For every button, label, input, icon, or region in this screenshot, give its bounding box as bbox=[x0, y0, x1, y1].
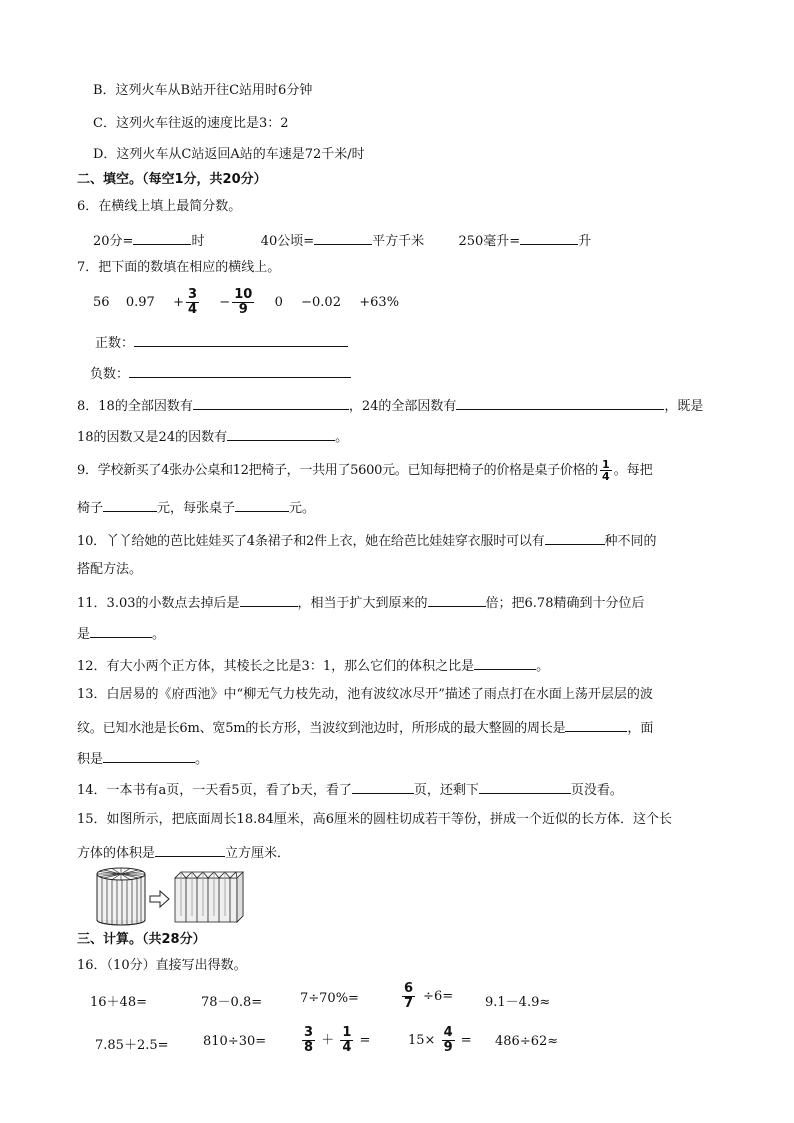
q14-text-b: 页，还剩下 bbox=[413, 783, 479, 798]
q16-r2-c5: 486÷62≈ bbox=[495, 1034, 559, 1049]
q15-line-1: 15．如图所示，把底面周长18.84厘米，高6厘米的圆柱切成若干等份，拼成一个近似的长方体．这个长 bbox=[77, 812, 673, 827]
q14-text-a: 14．一本书有a页，一天看5页，看了b天，看了 bbox=[77, 783, 352, 798]
q15-blank[interactable] bbox=[155, 842, 225, 857]
q11-text-a: 11．3.03的小数点去掉后是 bbox=[77, 596, 240, 611]
q16-r2-fraction-1: $\frac{3}{8}$ bbox=[304, 1025, 314, 1055]
q6-blank-a[interactable] bbox=[133, 230, 191, 245]
q10-line-2: 搭配方法。 bbox=[77, 562, 143, 577]
q15-text-a: 方体的体积是 bbox=[77, 846, 156, 861]
q14-line bbox=[77, 779, 623, 800]
q13-text-a: 纹。已知水池是长6m、宽5m的长方形，当波纹到池边时，所形成的最大整圆的周长是 bbox=[77, 721, 566, 736]
q14-text-c: 页没看。 bbox=[570, 783, 623, 798]
q6-a-pre: 20分= bbox=[93, 234, 134, 249]
q16-r2-c4 bbox=[408, 1026, 472, 1055]
q13-blank-1[interactable] bbox=[565, 717, 627, 732]
q9-fraction: $\frac{1}{4}$ bbox=[601, 458, 610, 483]
q15-text-b: 立方厘米． bbox=[225, 846, 291, 861]
q7-numbers bbox=[93, 287, 399, 319]
q6-blanks bbox=[93, 230, 591, 251]
q13-blank-2[interactable] bbox=[103, 748, 195, 763]
q11-blank-2[interactable] bbox=[428, 592, 486, 607]
q16-r2-c1: 7.85＋2.5= bbox=[95, 1038, 169, 1053]
q7-n1: 56 bbox=[93, 295, 110, 310]
q16-r1-c4 bbox=[400, 982, 453, 1011]
q9-blank-2[interactable] bbox=[235, 497, 289, 512]
q9-text-d: 元，每张桌子 bbox=[157, 501, 236, 516]
q13-text-c: 积是 bbox=[77, 752, 104, 767]
q16-r2-c4-text: 15× bbox=[408, 1033, 436, 1048]
option-d: D．这列火车从C站返回A站的车速是72千米/时 bbox=[93, 147, 365, 162]
q9-line-1 bbox=[77, 458, 653, 484]
q13-line-3 bbox=[77, 748, 208, 769]
q8-text-a: 8．18的全部因数有 bbox=[77, 399, 193, 414]
q6-blank-c[interactable] bbox=[520, 230, 578, 245]
q7-n5: +63% bbox=[359, 295, 400, 310]
option-c: C．这列火车往返的速度比是3：2 bbox=[93, 116, 289, 131]
q8-text-c: ，既是 bbox=[664, 399, 704, 414]
option-b: B．这列火车从B站开往C站用时6分钟 bbox=[93, 83, 313, 98]
q6-c-post: 升 bbox=[578, 234, 592, 249]
q10-text-a: 10．丫丫给她的芭比娃娃买了4条裙子和2件上衣，她在给芭比娃娃穿衣服时可以有 bbox=[77, 534, 545, 549]
cuboid-icon bbox=[175, 872, 243, 922]
q7-pos-label: 正数： bbox=[95, 336, 135, 351]
q7-negative-blank[interactable] bbox=[129, 363, 351, 378]
cylinder-to-cuboid-figure bbox=[95, 866, 245, 926]
q9-text-c: 椅子 bbox=[77, 501, 104, 516]
q16-r2-fraction-2: $\frac{1}{4}$ bbox=[342, 1025, 352, 1055]
q11-text-b: ，相当于扩大到原来的 bbox=[297, 596, 428, 611]
cylinder-icon bbox=[97, 868, 145, 925]
q12-blank[interactable] bbox=[474, 655, 536, 670]
q16-r2-fraction-3: $\frac{4}{9}$ bbox=[443, 1025, 453, 1055]
q9-text-e: 元。 bbox=[289, 501, 316, 516]
q13-text-d: 。 bbox=[195, 752, 209, 767]
q8-blank-3[interactable] bbox=[227, 426, 335, 441]
q16-r1-c5: 9.1－4.9≈ bbox=[485, 995, 551, 1010]
q16-r1-c4-text: ÷6= bbox=[423, 989, 454, 1004]
q16-r1-c3: 7÷70%= bbox=[300, 991, 359, 1006]
arrow-right-icon bbox=[150, 891, 169, 907]
q7-n3: 0 bbox=[274, 295, 283, 310]
q16-r2-eq2: = bbox=[460, 1033, 472, 1048]
q7-neg-label: 负数： bbox=[90, 367, 130, 382]
q16-r1-c2: 78－0.8= bbox=[201, 995, 263, 1010]
section-2-title: 二、填空。（每空1分，共20分） bbox=[77, 172, 267, 187]
q7-f2-sign: − bbox=[219, 295, 231, 310]
q6-a-post: 时 bbox=[191, 234, 205, 249]
q16-r2-plus: ＋ bbox=[321, 1033, 335, 1048]
q16-r2-eq: = bbox=[359, 1033, 371, 1048]
q16-r2-c3 bbox=[300, 1026, 370, 1055]
q6-text: 6．在横线上填上最简分数。 bbox=[77, 199, 242, 214]
q8-text-b: ，24的全部因数有 bbox=[348, 399, 457, 414]
q11-text-e: 。 bbox=[152, 627, 166, 642]
q8-blank-1[interactable] bbox=[193, 395, 349, 410]
q11-text-d: 是 bbox=[77, 627, 91, 642]
q7-n4: −0.02 bbox=[301, 295, 341, 310]
q7-negative-row bbox=[90, 363, 351, 384]
q11-line-2 bbox=[77, 623, 165, 644]
q6-b-post: 平方千米 bbox=[372, 234, 425, 249]
q7-n2: 0.97 bbox=[125, 295, 155, 310]
q10-blank[interactable] bbox=[545, 530, 605, 545]
q16-r1-fraction: $\frac{6}{7}$ bbox=[404, 981, 414, 1011]
q9-line-2 bbox=[77, 497, 315, 518]
q14-blank-2[interactable] bbox=[479, 779, 571, 794]
q13-line-1: 13．白居易的《府西池》中“柳无气力枝先动，池有波纹冰尽开”描述了雨点打在水面上荡开层层的波 bbox=[77, 687, 653, 702]
q11-blank-1[interactable] bbox=[240, 592, 298, 607]
q6-c-pre: 250毫升= bbox=[458, 234, 521, 249]
q10-line-1 bbox=[77, 530, 657, 551]
q10-text-b: 种不同的 bbox=[604, 534, 657, 549]
q9-text-a: 9．学校新买了4张办公桌和12把椅子，一共用了5600元。已知每把椅子的价格是桌子价格的 bbox=[77, 463, 598, 478]
q6-b-pre: 40公顷= bbox=[260, 234, 315, 249]
q8-text-e: 。 bbox=[335, 430, 349, 445]
q12-text-a: 12．有大小两个正方体，其棱长之比是3：1，那么它们的体积之比是 bbox=[77, 659, 475, 674]
q7-f1-sign: + bbox=[173, 295, 184, 310]
q7-fraction-2: $\frac{10}{9}$ bbox=[234, 287, 253, 317]
q16-text: 16．（10分）直接写出得数。 bbox=[77, 958, 247, 973]
q6-blank-b[interactable] bbox=[314, 230, 372, 245]
q16-r2-c2: 810÷30= bbox=[203, 1034, 267, 1049]
q8-line-1 bbox=[77, 395, 703, 416]
q7-positive-row bbox=[95, 332, 348, 353]
q11-text-c: 倍；把6.78精确到十分位后 bbox=[485, 596, 645, 611]
q12-text-b: 。 bbox=[536, 659, 550, 674]
q7-fraction-1: $\frac{3}{4}$ bbox=[187, 287, 198, 317]
q9-blank-1[interactable] bbox=[103, 497, 157, 512]
q8-text-d: 18的因数又是24的因数有 bbox=[77, 430, 228, 445]
q13-text-b: ，面 bbox=[627, 721, 654, 736]
q13-line-2 bbox=[77, 717, 653, 738]
q11-line-1 bbox=[77, 592, 644, 613]
q12-line bbox=[77, 655, 549, 676]
q8-line-2 bbox=[77, 426, 348, 447]
section-3-title: 三、计算。（共28分） bbox=[77, 932, 206, 947]
q7-positive-blank[interactable] bbox=[134, 332, 348, 347]
q14-blank-1[interactable] bbox=[352, 779, 414, 794]
q11-blank-3[interactable] bbox=[90, 623, 152, 638]
q7-text: 7．把下面的数填在相应的横线上。 bbox=[77, 260, 281, 275]
q16-r1-c1: 16＋48= bbox=[90, 995, 147, 1010]
q9-text-b: 。每把 bbox=[613, 463, 653, 478]
q15-line-2 bbox=[77, 842, 290, 863]
q8-blank-2[interactable] bbox=[456, 395, 664, 410]
